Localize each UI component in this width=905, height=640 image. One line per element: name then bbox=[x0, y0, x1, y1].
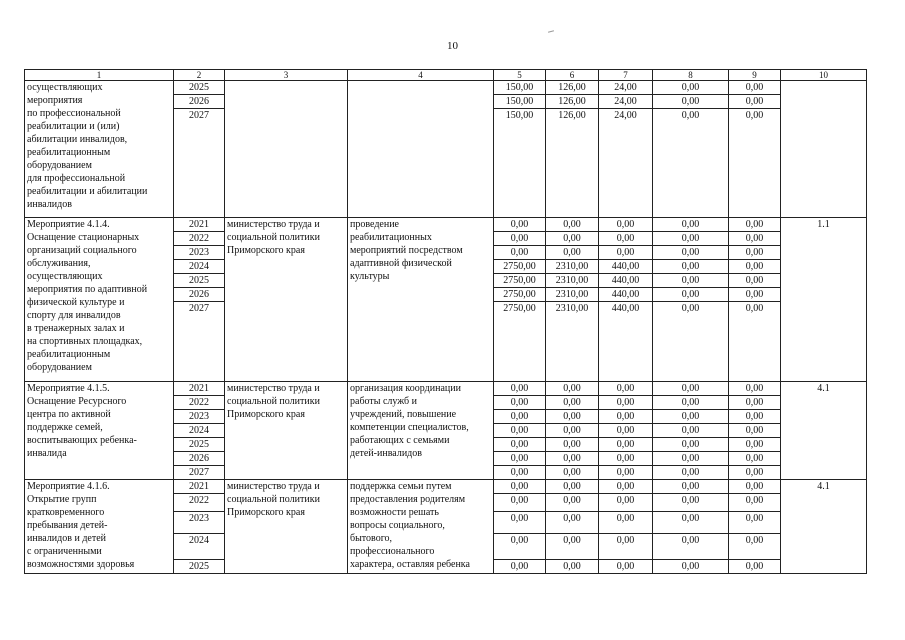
value-cell: 2750,00 bbox=[494, 260, 546, 274]
value-cell: 0,00 bbox=[653, 274, 729, 288]
value-cell: 2750,00 bbox=[494, 288, 546, 302]
cell-text-line: министерство труда и bbox=[227, 481, 320, 492]
table-row bbox=[25, 218, 867, 232]
value-cell: 0,00 bbox=[729, 534, 781, 560]
year-cell: 2025 bbox=[174, 81, 225, 95]
cell-text-line: характера, оставляя ребенка bbox=[350, 559, 470, 570]
value-cell: 0,00 bbox=[729, 109, 781, 218]
value-cell: 0,00 bbox=[599, 560, 653, 574]
value-cell: 0,00 bbox=[729, 81, 781, 95]
value-cell: 0,00 bbox=[653, 109, 729, 218]
cell-text-line: мероприятий посредством bbox=[350, 245, 463, 256]
value-cell: 0,00 bbox=[494, 246, 546, 260]
cell-text-line: кратковременного bbox=[27, 507, 105, 518]
cell-text-line: социальной политики bbox=[227, 232, 320, 243]
header-cell: 1 bbox=[25, 70, 174, 81]
cell-text-line: возможностями здоровья bbox=[27, 559, 135, 570]
cell-text-line: социальной политики bbox=[227, 494, 320, 505]
value-cell: 0,00 bbox=[653, 260, 729, 274]
year-cell: 2024 bbox=[174, 260, 225, 274]
value-cell: 2310,00 bbox=[546, 260, 599, 274]
cell-text-line: поддержка семьи путем bbox=[350, 481, 452, 492]
year-cell: 2021 bbox=[174, 480, 225, 494]
value-cell: 0,00 bbox=[653, 410, 729, 424]
description-cell bbox=[348, 218, 494, 382]
value-cell: 24,00 bbox=[599, 81, 653, 95]
value-cell: 0,00 bbox=[599, 438, 653, 452]
value-cell: 0,00 bbox=[546, 246, 599, 260]
value-cell: 0,00 bbox=[653, 438, 729, 452]
value-cell: 0,00 bbox=[494, 382, 546, 396]
description-cell bbox=[348, 480, 494, 574]
year-cell: 2023 bbox=[174, 410, 225, 424]
year-cell: 2024 bbox=[174, 424, 225, 438]
value-cell: 0,00 bbox=[546, 424, 599, 438]
cell-text-line: реабилитационным bbox=[27, 349, 111, 360]
cell-text-line: реабилитации и абилитации bbox=[27, 186, 148, 197]
value-cell: 0,00 bbox=[494, 512, 546, 534]
value-cell: 0,00 bbox=[599, 512, 653, 534]
value-cell: 150,00 bbox=[494, 109, 546, 218]
value-cell: 0,00 bbox=[729, 452, 781, 466]
value-cell: 0,00 bbox=[729, 410, 781, 424]
indicator-cell bbox=[781, 81, 867, 218]
cell-text-line: абилитации инвалидов, bbox=[27, 134, 128, 145]
value-cell: 0,00 bbox=[729, 424, 781, 438]
value-cell: 0,00 bbox=[494, 534, 546, 560]
value-cell: 440,00 bbox=[599, 302, 653, 382]
value-cell: 0,00 bbox=[653, 288, 729, 302]
value-cell: 0,00 bbox=[653, 452, 729, 466]
value-cell: 0,00 bbox=[653, 95, 729, 109]
cell-text-line: спорту для инвалидов bbox=[27, 310, 121, 321]
cell-text-line: Мероприятие 4.1.6. bbox=[27, 481, 110, 492]
value-cell: 0,00 bbox=[653, 466, 729, 480]
activity-cell bbox=[25, 81, 174, 218]
value-cell: 0,00 bbox=[729, 382, 781, 396]
cell-text-line: мероприятия bbox=[27, 95, 83, 106]
cell-text-line: инвалидов bbox=[27, 199, 72, 210]
value-cell: 2310,00 bbox=[546, 302, 599, 382]
year-cell: 2027 bbox=[174, 302, 225, 382]
value-cell: 0,00 bbox=[599, 480, 653, 494]
value-cell: 0,00 bbox=[599, 424, 653, 438]
cell-text-line: инвалидов и детей bbox=[27, 533, 107, 544]
value-cell: 0,00 bbox=[599, 396, 653, 410]
cell-text-line: с ограниченными bbox=[27, 546, 102, 557]
indicator-cell: 4.1 bbox=[781, 480, 867, 574]
value-cell: 0,00 bbox=[546, 218, 599, 232]
value-cell: 0,00 bbox=[653, 494, 729, 512]
year-cell: 2025 bbox=[174, 560, 225, 574]
cell-text-line: воспитывающих ребенка- bbox=[27, 435, 137, 446]
executor-cell bbox=[225, 382, 348, 480]
value-cell: 0,00 bbox=[653, 512, 729, 534]
value-cell: 24,00 bbox=[599, 95, 653, 109]
value-cell: 0,00 bbox=[599, 218, 653, 232]
value-cell: 0,00 bbox=[546, 232, 599, 246]
year-cell: 2022 bbox=[174, 232, 225, 246]
header-cell: 3 bbox=[225, 70, 348, 81]
value-cell: 150,00 bbox=[494, 81, 546, 95]
cell-text-line: Оснащение Ресурсного bbox=[27, 396, 127, 407]
value-cell: 0,00 bbox=[653, 246, 729, 260]
value-cell: 0,00 bbox=[729, 480, 781, 494]
cell-text-line: по профессиональной bbox=[27, 108, 121, 119]
header-row bbox=[25, 70, 867, 81]
cell-text-line: учреждений, повышение bbox=[350, 409, 457, 420]
value-cell: 0,00 bbox=[546, 382, 599, 396]
cell-text-line: вопросы социального, bbox=[350, 520, 445, 531]
value-cell: 0,00 bbox=[599, 232, 653, 246]
value-cell: 0,00 bbox=[546, 534, 599, 560]
description-cell bbox=[348, 382, 494, 480]
value-cell: 0,00 bbox=[494, 466, 546, 480]
value-cell: 0,00 bbox=[546, 560, 599, 574]
value-cell: 0,00 bbox=[729, 512, 781, 534]
value-cell: 126,00 bbox=[546, 95, 599, 109]
value-cell: 0,00 bbox=[546, 410, 599, 424]
cell-text-line: социальной политики bbox=[227, 396, 320, 407]
cell-text-line: реабилитационных bbox=[350, 232, 432, 243]
value-cell: 2750,00 bbox=[494, 302, 546, 382]
cell-text-line: адаптивной физической bbox=[350, 258, 452, 269]
value-cell: 0,00 bbox=[653, 302, 729, 382]
value-cell: 0,00 bbox=[729, 260, 781, 274]
cell-text-line: работы служб и bbox=[350, 396, 417, 407]
cell-text-line: министерство труда и bbox=[227, 219, 320, 230]
value-cell: 0,00 bbox=[494, 396, 546, 410]
header-cell: 2 bbox=[174, 70, 225, 81]
header-cell: 5 bbox=[494, 70, 546, 81]
value-cell: 0,00 bbox=[494, 560, 546, 574]
year-cell: 2022 bbox=[174, 494, 225, 512]
activity-cell bbox=[25, 218, 174, 382]
value-cell: 0,00 bbox=[494, 424, 546, 438]
cell-text-line: бытового, bbox=[350, 533, 393, 544]
cell-text-line: осуществляющих bbox=[27, 271, 103, 282]
cell-text-line: Приморского края bbox=[227, 409, 305, 420]
year-cell: 2026 bbox=[174, 452, 225, 466]
value-cell: 150,00 bbox=[494, 95, 546, 109]
value-cell: 0,00 bbox=[729, 218, 781, 232]
cell-text-line: поддержке семей, bbox=[27, 422, 103, 433]
cell-text-line: организация координации bbox=[350, 383, 461, 394]
cell-text-line: организаций социального bbox=[27, 245, 137, 256]
table-row bbox=[25, 81, 867, 95]
value-cell: 126,00 bbox=[546, 109, 599, 218]
value-cell: 0,00 bbox=[494, 218, 546, 232]
cell-text-line: центра по активной bbox=[27, 409, 111, 420]
cell-text-line: Приморского края bbox=[227, 245, 305, 256]
scan-speck bbox=[548, 30, 554, 33]
value-cell: 0,00 bbox=[599, 452, 653, 466]
table-body bbox=[25, 70, 867, 574]
cell-text-line: обслуживания, bbox=[27, 258, 91, 269]
year-cell: 2023 bbox=[174, 246, 225, 260]
activity-cell bbox=[25, 382, 174, 480]
value-cell: 0,00 bbox=[599, 410, 653, 424]
cell-text-line: профессионального bbox=[350, 546, 435, 557]
value-cell: 440,00 bbox=[599, 274, 653, 288]
year-cell: 2021 bbox=[174, 382, 225, 396]
value-cell: 0,00 bbox=[653, 382, 729, 396]
value-cell: 0,00 bbox=[653, 218, 729, 232]
value-cell: 0,00 bbox=[494, 494, 546, 512]
cell-text-line: оборудованием bbox=[27, 362, 92, 373]
value-cell: 440,00 bbox=[599, 288, 653, 302]
cell-text-line: реабилитационным bbox=[27, 147, 111, 158]
header-cell: 10 bbox=[781, 70, 867, 81]
executor-cell bbox=[225, 480, 348, 574]
cell-text-line: Мероприятие 4.1.5. bbox=[27, 383, 110, 394]
budget-table bbox=[24, 69, 867, 574]
cell-text-line: возможности решать bbox=[350, 507, 439, 518]
cell-text-line: в тренажерных залах и bbox=[27, 323, 125, 334]
cell-text-line: пребывания детей- bbox=[27, 520, 108, 531]
value-cell: 2310,00 bbox=[546, 274, 599, 288]
cell-text-line: Мероприятие 4.1.4. bbox=[27, 219, 110, 230]
year-cell: 2024 bbox=[174, 534, 225, 560]
description-cell bbox=[348, 81, 494, 218]
value-cell: 0,00 bbox=[729, 302, 781, 382]
executor-cell bbox=[225, 218, 348, 382]
cell-text-line: Открытие групп bbox=[27, 494, 97, 505]
cell-text-line: оборудованием bbox=[27, 160, 92, 171]
value-cell: 0,00 bbox=[546, 452, 599, 466]
header-cell: 4 bbox=[348, 70, 494, 81]
value-cell: 0,00 bbox=[653, 534, 729, 560]
cell-text-line: на спортивных площадках, bbox=[27, 336, 143, 347]
cell-text-line: министерство труда и bbox=[227, 383, 320, 394]
value-cell: 0,00 bbox=[494, 480, 546, 494]
value-cell: 0,00 bbox=[599, 494, 653, 512]
value-cell: 0,00 bbox=[494, 438, 546, 452]
year-cell: 2027 bbox=[174, 466, 225, 480]
value-cell: 0,00 bbox=[494, 410, 546, 424]
value-cell: 0,00 bbox=[546, 494, 599, 512]
value-cell: 0,00 bbox=[729, 560, 781, 574]
value-cell: 24,00 bbox=[599, 109, 653, 218]
value-cell: 0,00 bbox=[546, 466, 599, 480]
value-cell: 0,00 bbox=[599, 534, 653, 560]
value-cell: 0,00 bbox=[653, 424, 729, 438]
table-row bbox=[25, 480, 867, 494]
value-cell: 440,00 bbox=[599, 260, 653, 274]
header-cell: 6 bbox=[546, 70, 599, 81]
header-cell: 8 bbox=[653, 70, 729, 81]
activity-cell bbox=[25, 480, 174, 574]
value-cell: 2310,00 bbox=[546, 288, 599, 302]
value-cell: 0,00 bbox=[653, 81, 729, 95]
value-cell: 0,00 bbox=[729, 288, 781, 302]
cell-text-line: мероприятия по адаптивной bbox=[27, 284, 148, 295]
value-cell: 0,00 bbox=[653, 560, 729, 574]
value-cell: 0,00 bbox=[729, 466, 781, 480]
year-cell: 2021 bbox=[174, 218, 225, 232]
value-cell: 126,00 bbox=[546, 81, 599, 95]
header-cell: 9 bbox=[729, 70, 781, 81]
year-cell: 2023 bbox=[174, 512, 225, 534]
value-cell: 0,00 bbox=[729, 396, 781, 410]
cell-text-line: Приморского края bbox=[227, 507, 305, 518]
cell-text-line: инвалида bbox=[27, 448, 67, 459]
value-cell: 0,00 bbox=[546, 396, 599, 410]
value-cell: 0,00 bbox=[546, 438, 599, 452]
cell-text-line: для профессиональной bbox=[27, 173, 126, 184]
value-cell: 0,00 bbox=[729, 438, 781, 452]
year-cell: 2025 bbox=[174, 274, 225, 288]
value-cell: 0,00 bbox=[653, 396, 729, 410]
cell-text-line: Оснащение стационарных bbox=[27, 232, 140, 243]
value-cell: 0,00 bbox=[546, 480, 599, 494]
cell-text-line: детей-инвалидов bbox=[350, 448, 422, 459]
cell-text-line: реабилитации и (или) bbox=[27, 121, 120, 132]
year-cell: 2022 bbox=[174, 396, 225, 410]
cell-text-line: осуществляющих bbox=[27, 82, 103, 93]
cell-text-line: культуры bbox=[350, 271, 390, 282]
cell-text-line: компетенции специалистов, bbox=[350, 422, 469, 433]
year-cell: 2026 bbox=[174, 288, 225, 302]
value-cell: 2750,00 bbox=[494, 274, 546, 288]
cell-text-line: физической культуре и bbox=[27, 297, 125, 308]
value-cell: 0,00 bbox=[546, 512, 599, 534]
year-cell: 2025 bbox=[174, 438, 225, 452]
value-cell: 0,00 bbox=[494, 452, 546, 466]
header-cell: 7 bbox=[599, 70, 653, 81]
year-cell: 2027 bbox=[174, 109, 225, 218]
indicator-cell: 4.1 bbox=[781, 382, 867, 480]
value-cell: 0,00 bbox=[599, 466, 653, 480]
table-row bbox=[25, 382, 867, 396]
value-cell: 0,00 bbox=[653, 232, 729, 246]
value-cell: 0,00 bbox=[729, 232, 781, 246]
value-cell: 0,00 bbox=[653, 480, 729, 494]
page-number: 10 bbox=[447, 40, 458, 52]
value-cell: 0,00 bbox=[729, 246, 781, 260]
value-cell: 0,00 bbox=[729, 274, 781, 288]
year-cell: 2026 bbox=[174, 95, 225, 109]
executor-cell bbox=[225, 81, 348, 218]
cell-text-line: проведение bbox=[350, 219, 399, 230]
value-cell: 0,00 bbox=[729, 494, 781, 512]
value-cell: 0,00 bbox=[729, 95, 781, 109]
cell-text-line: предоставления родителям bbox=[350, 494, 466, 505]
value-cell: 0,00 bbox=[599, 382, 653, 396]
value-cell: 0,00 bbox=[599, 246, 653, 260]
value-cell: 0,00 bbox=[494, 232, 546, 246]
indicator-cell: 1.1 bbox=[781, 218, 867, 382]
cell-text-line: работающих с семьями bbox=[350, 435, 450, 446]
